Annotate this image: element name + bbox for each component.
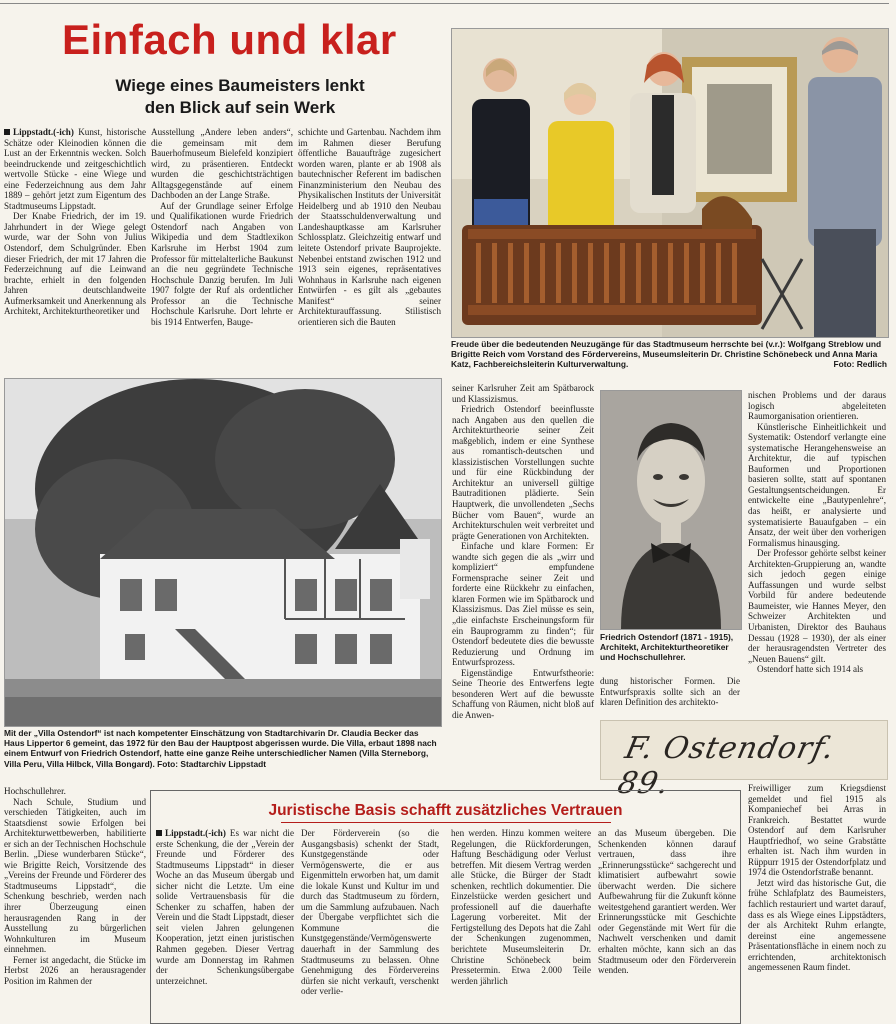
villa-photo-image bbox=[5, 379, 441, 726]
article-column-middle bbox=[452, 383, 594, 788]
paragraph: Jetzt wird das historische Gut, die frühe Schlafplatz des Baumeisters, fachlich restauriert und wartet darauf, dass es als Wiege eines Lippstädters, der als Architekt Ruhm erlangte, dereinst eine angemessene Präsentationsfläche in einem noch zu errichtenden, architektonisch angemessenen Raum findet. bbox=[748, 877, 886, 973]
signature-text: F. Ostendorf. 89. bbox=[614, 731, 838, 801]
signature-image bbox=[600, 720, 888, 801]
box-title: Juristische Basis schafft zusätzliches Vertrauen bbox=[268, 802, 623, 819]
paragraph: Eigenständige Entwurfstheorie: Seine Theorie des Entwerfens legte besonderen Wert auf die bewusste Schaffung von Räumen, nicht bloß auf die Anwen- bbox=[452, 667, 594, 720]
box-column-2 bbox=[301, 828, 439, 1018]
photo-caption-portrait: Friedrich Ostendorf (1871 - 1915), Architekt, Architekturtheoretiker und Hochschullehrer. bbox=[600, 632, 734, 663]
group-photo-image bbox=[452, 29, 888, 337]
paragraph: hen werden. Hinzu kommen weitere Regelungen, die Rückforderungen, Haftung Beschädigung oder Verlust betreffen. Mit diesem Vertrag werden alle Stücke, die Bürger der Stadt schenken, rechtlich dokumentier. Die Einzelstücke werden gesichert und professionell auf die dauerhafte Lagerung vorbereitet. Mit der Fertigstellung des Depots hat die Zahl der Schenkungen zugenommen, berichtete Museumsleiterin Dr. Christine Schönebeck beim Pressetermin. Etwa 2.000 Teile werden jährlich bbox=[451, 828, 591, 986]
portrait-image bbox=[601, 391, 741, 629]
box-column-4 bbox=[598, 828, 736, 1018]
dateline: Lippstadt.(-ich) bbox=[13, 127, 74, 137]
box-title-underline bbox=[281, 822, 611, 823]
photo-villa-ostendorf bbox=[4, 378, 442, 727]
article-column-right bbox=[748, 390, 886, 716]
paragraph: nischen Problems und der daraus logisch abgeleiteten Raumorganisation orientieren. bbox=[748, 390, 886, 422]
subheadline-line-1: Wiege eines Baumeisters lenkt bbox=[115, 76, 365, 95]
paragraph: Friedrich Ostendorf beeinflusste nach Angaben aus den quellen die Architekturtheorie seiner Zeit maßgeblich, indem er eine Synthese aus romantisch-deutschen und klassizistischen Vorstellungen suchte und für eine Rückbindung der Architektur an universell gültige Bautraditionen plädierte. Sein Hauptwerk, die unvollendeten „Sechs Bücher vom Bauen“, wurde an Architekturschulen weit verbreitet und prägte Generationen von Architekten. bbox=[452, 404, 594, 541]
paragraph: Ostendorf hatte sich 1914 als bbox=[757, 664, 864, 675]
paragraph: an das Museum übergeben. Die Schenkenden können darauf vertrauen, dass ihre „Erinnerungsstücke“ sachgerecht und klimatisiert aufbewahrt sowie überwacht werden. Die sichere Aufbewahrung für die Zukunft könne weitestgehend garantiert werden. Wer Erinnerungsstücke mit Geschichte oder Gegenstände mit Wert für die Nachwelt verschenken und damit erhalten möchte, kann sich an das Stadtmuseum oder den Förderverein wenden. bbox=[598, 828, 736, 976]
bullet-icon bbox=[4, 129, 10, 135]
subheadline bbox=[40, 75, 440, 119]
box-dateline: Lippstadt.(-ich) bbox=[165, 828, 226, 838]
photo-portrait-ostendorf bbox=[600, 390, 742, 630]
paragraph: Hochschullehrer. bbox=[4, 786, 66, 796]
top-rule bbox=[0, 3, 889, 4]
paragraph: dung historischer Formen. Die Entwurfspraxis sollte sich an der klaren Definition des architekto- bbox=[600, 676, 740, 708]
box-column-1 bbox=[156, 828, 294, 1018]
portrait-below-text bbox=[600, 676, 740, 718]
paragraph: Ferner ist angedacht, die Stücke im Herbst 2026 an herausragender Position im Rahmen der bbox=[4, 954, 146, 986]
photo-museum-group bbox=[451, 28, 889, 338]
paragraph: Es war nicht die erste Schenkung, die der „Verein der Freunde und Förderer des Stadtmuseums Lippstadt“ in dieser Woche an das Museum übergab und sicher nicht die Letzte. Um eine solide Vertrauensbasis für die Schenker zu schaffen, haben der Verein und die Stadt Lippstadt, dieser seit vielen Jahren gelungenen Kooperation, jetzt einen juristischen Rahmen gegeben. Dieser Vertrag wurde am Donnerstag im Rahmen der Schenkungsübergabe unterzeichnet. bbox=[156, 828, 294, 986]
paragraph: seiner Karlsruher Zeit am Spätbarock und Klassizismus. bbox=[452, 383, 594, 404]
caption-text: Freude über die bedeutenden Neuzugänge für das Stadtmuseum herrschte bei (v.r.): Wolfgang Streblow und Brigitte Reich vom Vorstand des Fördervereins, Museumsleiterin Dr. Christine Schönebeck und Anna Maria Katz, Fachbereichsleiterin Kulturverwaltung. bbox=[451, 339, 882, 370]
box-column-3 bbox=[451, 828, 591, 1018]
article-column-far-right bbox=[748, 783, 886, 1021]
paragraph: Künstlerische Einheitlichkeit und Systematik: Ostendorf verlangte eine systematische Herangehensweise an Architektur, die auf typischen Bauformen und Proportionen basieren sollte, statt auf spontanen Gestaltungsentscheidungen. Er entwickelte eine „Bautypenlehre“, das heißt, er analysierte und systematisierte Bauaufgaben – ein Ansatz, der weit über den vorherigen Formalismus hinausging. bbox=[748, 421, 886, 548]
paragraph: Der Knabe Friedrich, der im 19. Jahrhundert in der Wiege gelegt wurde, war der Sohn von Julius Ostendorf, dem Schulgründer. Eben dieser Friedrich, der mit 17 Jahren die Federzeichnung auf die Leinwand brachte, erhielt in den folgenden Jahren deutschlandweite Aufmerksamkeit und Anerkennung als Architekt, Architekturtheoretiker und bbox=[4, 211, 146, 317]
paragraph: Ausstellung „Andere leben anders“, die gemeinsam mit dem Bauerhofmuseum Bielefeld konzipiert wird, zu präsentieren. Entdeckt wurden die geschichtsträchtigen Alltagsgegenstände auf einem Dachboden an der Lange Straße. bbox=[151, 127, 293, 201]
article-column-lower-left bbox=[4, 786, 146, 1022]
bullet-icon bbox=[156, 830, 162, 836]
photo-caption-group bbox=[451, 339, 887, 379]
article-column-1 bbox=[4, 127, 146, 372]
paragraph: Nach Schule, Studium und verschieden Tätigkeiten, auch im Staatsdienst sowie Erfolgen bei Architekturwettbewerben, habilitierte er sich an der Technischen Hochschule Berlin. „Diese wunderbaren Stücke“, wie Brigitte Reich, Vorsitzende des „Vereins der Freunde und Förderer des Stadtmuseums Lippstadt“, die Schenkung beschrieb, werden nach ihrer Überzeugung einen herausragenden Rang in der Ausstellung zu bürgerlichen Wohnkulturen im Museum einnehmen. bbox=[4, 796, 146, 955]
paragraph: schichte und Gartenbau. Nachdem ihm im Rahmen dieser Berufung öffentliche Bauaufträge zugesichert worden waren, plante er ab 1908 als bautechnischer Referent im badischen Finanzministerium den Neubau des Physikalischen Instituts der Universität Heidelberg und ab 1910 den Neubau der Staatsschuldenverwaltung und Landeshauptkasse am Karlsruher Schlossplatz. Gleichzeitig entwarf und leitete Ostendorf private Bauprojekte. Nebenbei entstand zwischen 1912 und 1913 sein eigenes, repräsentatives Wohnhaus in Karlsruhe nach eigenen Entwürfen - es gilt als „gebautes Manifest“ seiner Architekturauffassung. Stilistisch orientieren sich die Bauten bbox=[298, 127, 441, 327]
photo-credit: Foto: Redlich bbox=[833, 359, 887, 370]
paragraph: Einfache und klare Formen: Er wandte sich gegen die als „wirr und kompliziert“ empfundene Formensprache seiner Zeit und forderte eine Rückkehr zu einfachen, klaren Formen wie im Spätbarock und Klassizismus. Das Ziel müsse es sein, „die einfachste Erscheinungsform für ein Bauprogramm zu finden“; für Ostendorf bedeutete dies die bewusste Reduzierung und Ordnung im Entwurfsprozess. bbox=[452, 541, 594, 668]
article-column-3 bbox=[298, 127, 441, 372]
subheadline-line-2: den Blick auf sein Werk bbox=[144, 98, 336, 117]
article-column-2 bbox=[151, 127, 293, 372]
paragraph: Der Professor gehörte selbst keiner Architekten-Gruppierung an, wandte sich jedoch gegen einige Auffassungen und wurde selbst Vorbild für andere bedeutende Baumeister, wie Hannes Meyer, den Schweizer Architekten und Urbanisten, Direktor des Bauhaus Dessau (1928 – 1930), der als einer der herausragendsten Vertreter des „Neuen Bauens“ gilt. bbox=[748, 548, 886, 664]
lead-paragraph: Kunst, historische Schätze oder Kleinodien können die Lust an der Erkenntnis wecken. Solch beeindruckende und zeitgeschichtlich wertvolle Stücke - eine Wiege und eine Federzeichnung aus dem Jahr 1889 – gehört jetzt zum Eigentum des Stadtmuseums Lippstadt. bbox=[4, 127, 146, 211]
paragraph: Freiwilliger zum Kriegsdienst gemeldet und fiel 1915 als Kompaniechef bei Arras in Frankreich. Bestattet wurde Ostendorf auf dem Karlsruher Hauptfriedhof, wo seine Grabstätte erhalten ist. Nach ihm wurden in Rüppurr 1915 der Ostendorfplatz und 1974 die Ostendorfstraße benannt. bbox=[748, 783, 886, 878]
photo-caption-villa: Mit der „Villa Ostendorf“ ist nach kompetenter Einschätzung von Stadtarchivarin Dr. Claudia Becker das Haus Lippertor 6 gemeint, das 1972 für den Bau der Hauptpost abgerissen wurde. Die Villa, erbaut 1898 nach einem Entwurf von Friedrich Ostendorf, hatte eine ganze Reihe unterschiedlicher Namen (Villa Sterneborg, Villa Peru, Villa Hilbck, Villa Bongard). Foto: Stadtarchiv Lippstadt bbox=[4, 728, 437, 769]
paragraph: Der Förderverein (so die Ausgangsbasis) schenkt der Stadt, Kunstgegenstände oder Vermögenswerte, die er aus Eigenmitteln erworben hat, um damit die lokale Kunst und Kultur im und durch das Stadtmuseum zu fördern, um die Sammlung aufzubauen. Nach der Übergabe verpflichtet sich die Kommune die Kunstgegenstände/Vermögenswerte dauerhaft in der Sammlung des Stadtmuseums zu belassen. Ohne Genehmigung des Fördervereins dürfen sie nicht verkauft, verschenkt oder verlie- bbox=[301, 828, 439, 997]
paragraph: Auf der Grundlage seiner Erfolge und Qualifikationen wurde Friedrich Ostendorf nach Angaben von Wikipedia und dem Stadtlexikon Karlsruhe im Herbst 1904 zum Professor für mittelalterliche Baukunst an die neu gegründete Technische Hochschule Danzig berufen. Im Juli 1907 folgte der Ruf als ordentlicher Professor an die Technische Hochschule Karlsruhe. Dort lehrte er bis 1914 Entwerfen, Bauge- bbox=[151, 200, 293, 327]
headline: Einfach und klar bbox=[62, 16, 397, 63]
